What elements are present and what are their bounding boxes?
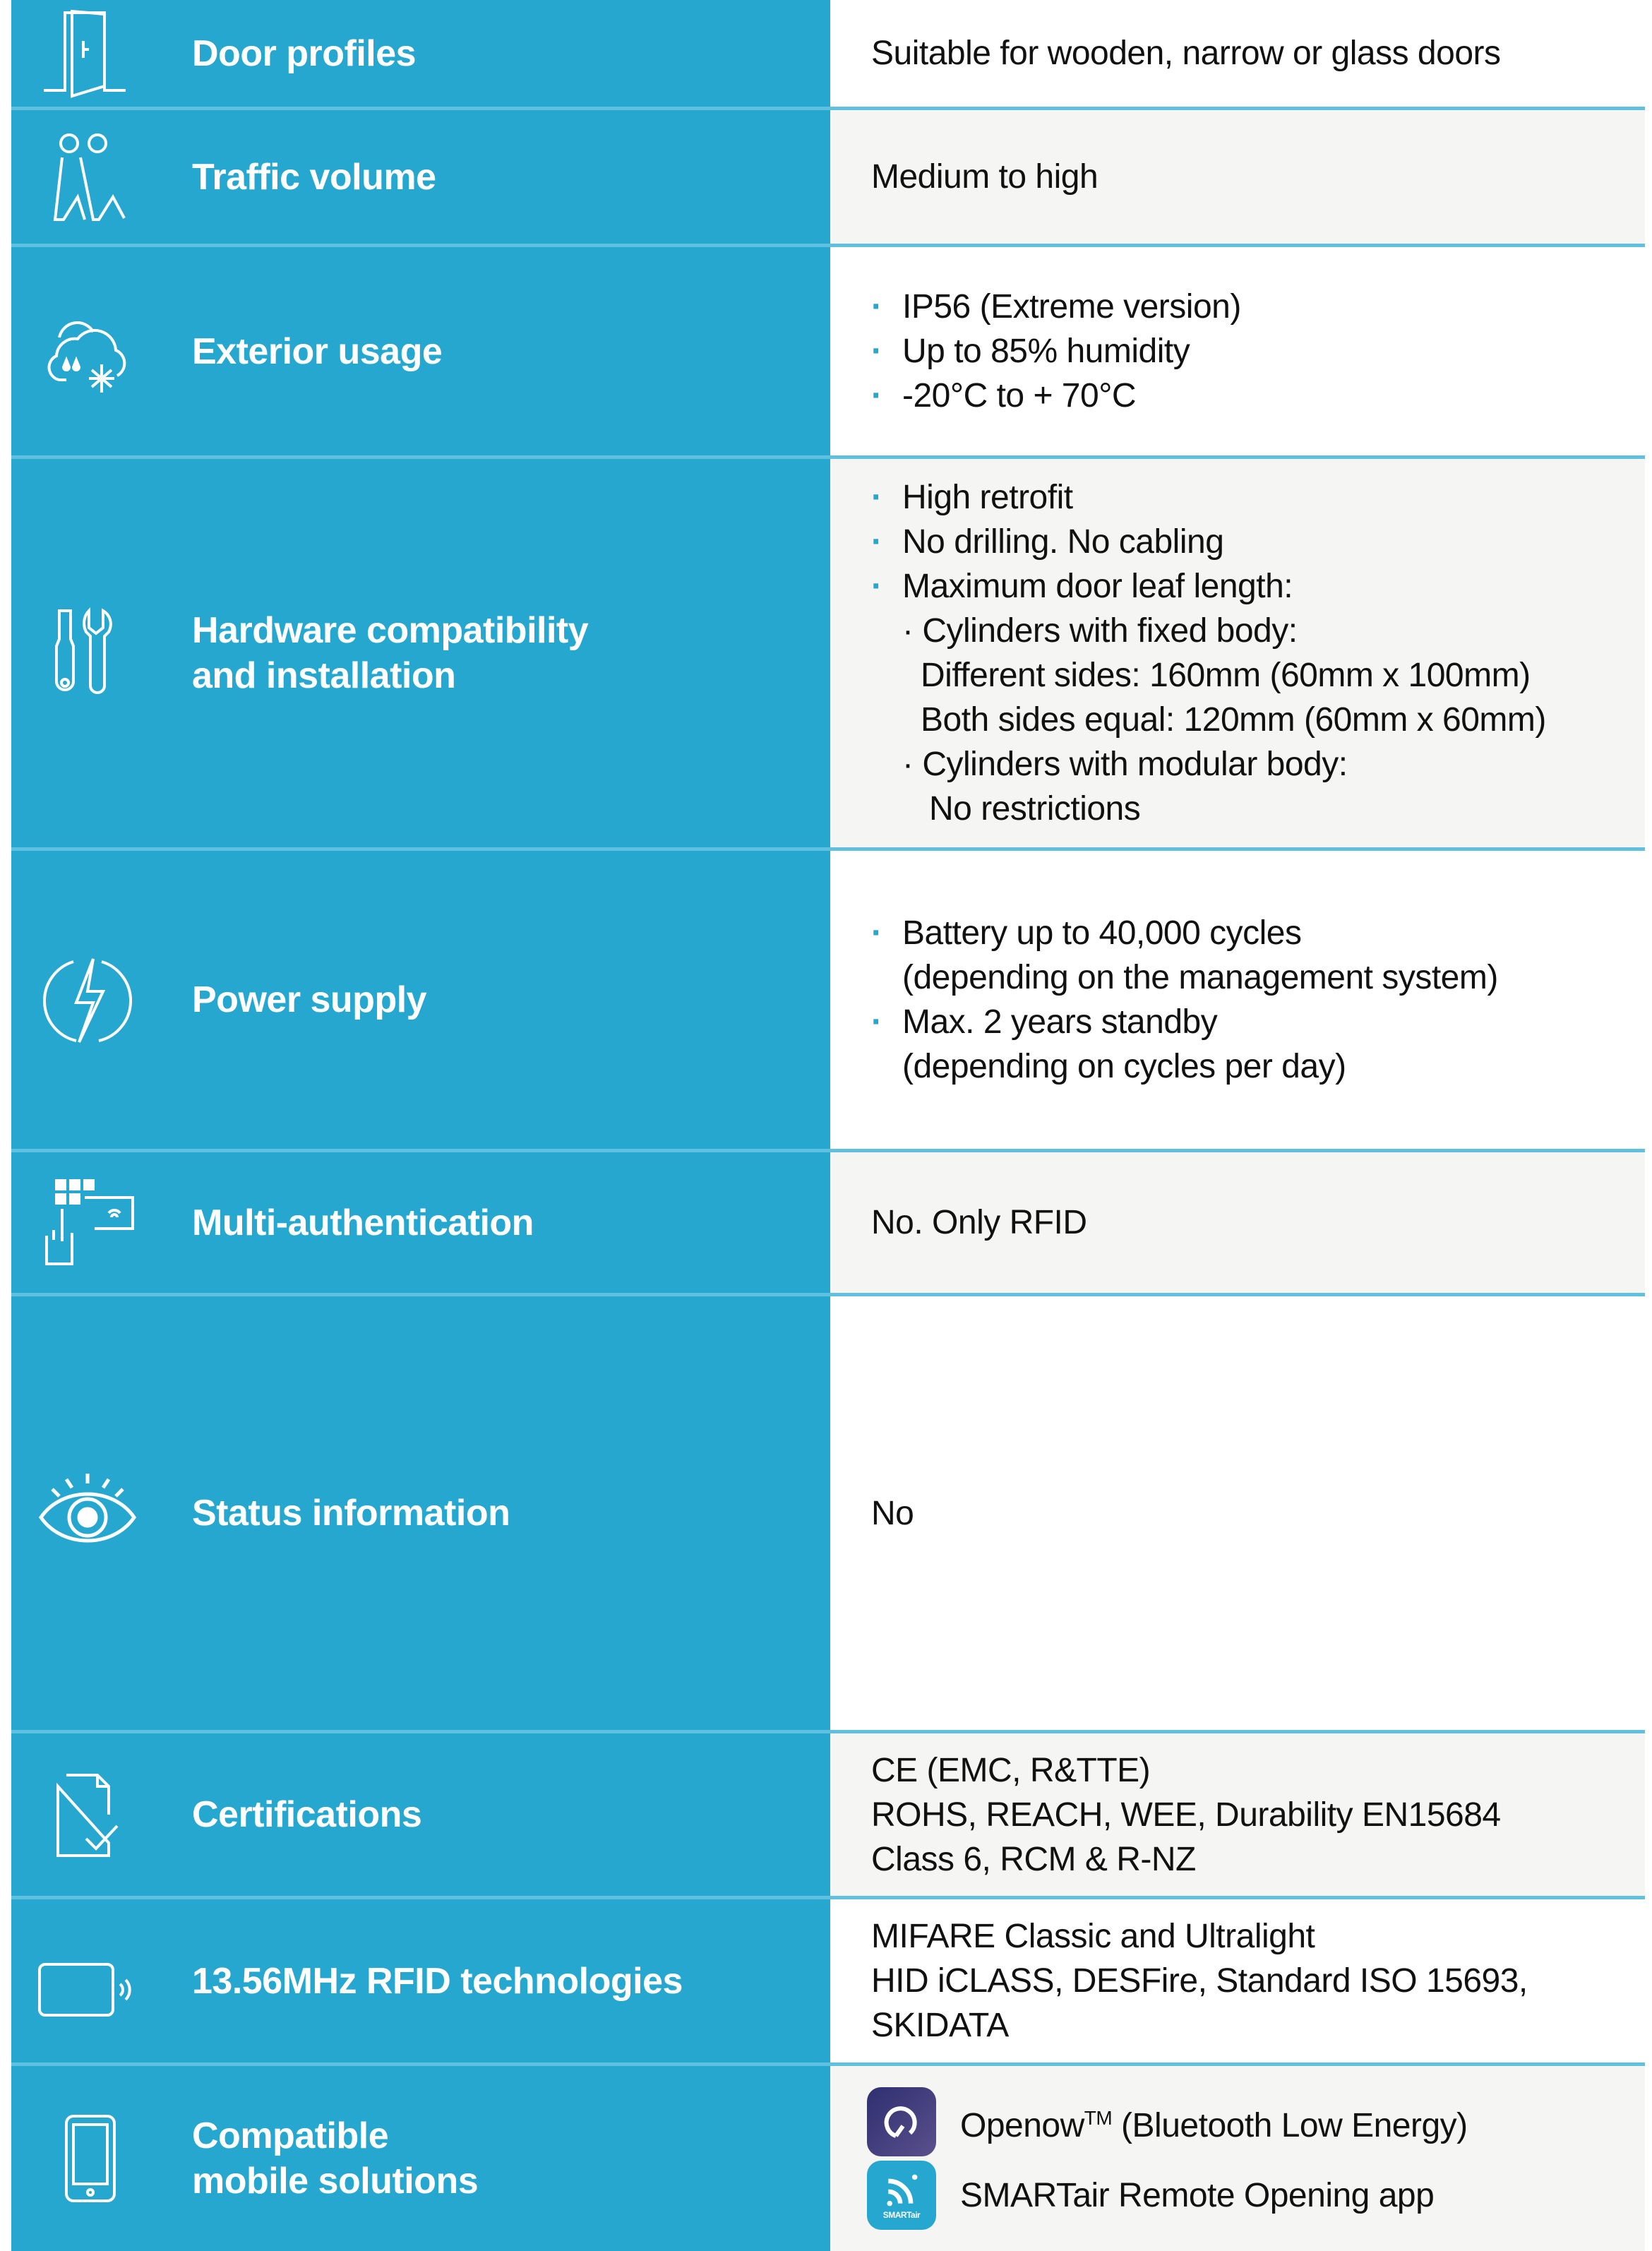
list-item: (depending on cycles per day) [902,1048,1346,1085]
weather-icon [38,302,137,401]
eye-icon [38,1464,137,1563]
list-item: (depending on the management system) [902,959,1498,996]
list-item: · No drilling. No cabling [871,520,1546,564]
app-openow: Openow™ (Bluetooth Low Energy) [867,2087,1468,2156]
list-item: · High retrofit [871,475,1546,520]
spec-table [11,0,1645,2251]
row-certifications [11,1733,1645,1899]
row-value: Medium to high [871,158,1099,196]
power-icon [38,950,137,1049]
row-label: Exterior usage [192,330,443,372]
keypad-card-icon [38,1174,137,1272]
door-icon [38,4,137,103]
row-mobile-solutions [11,2066,1645,2251]
openow-logo-icon [867,2087,936,2156]
list-item: · Maximum door leaf length: [871,564,1546,609]
row-label: Multi-authentication [192,1202,534,1243]
row-label: Compatible mobile solutions [192,2115,479,2202]
list-item: · Cylinders with modular body: [902,746,1348,783]
row-label: Traffic volume [192,156,436,198]
people-walking-icon [38,128,137,227]
list-item: No restrictions [929,790,1141,828]
row-label: 13.56MHz RFID technologies [192,1960,683,2002]
tools-icon [38,604,137,703]
rfid-card-icon [38,1932,137,2031]
row-hardware-compatibility [11,459,1645,851]
row-traffic-volume [11,110,1645,247]
row-power-supply [11,851,1645,1152]
value-lines: CE (EMC, R&TTE) ROHS, REACH, WEE, Durability EN15684 Class 6, RCM & R-NZ [871,1751,1501,1878]
bullet-list [871,475,1546,831]
list-item: Both sides equal: 120mm (60mm x 60mm) [921,701,1546,739]
row-value: Suitable for wooden, narrow or glass doors [871,35,1501,72]
list-item: · Cylinders with fixed body: [902,612,1298,650]
bullet-list [871,911,1498,1089]
value-lines: MIFARE Classic and Ultralight HID iCLASS, DESFire, Standard ISO 15693, SKIDATA [871,1918,1528,2044]
list-item: · Up to 85% humidity [871,329,1241,374]
smartair-logo-icon: SMARTair [867,2161,936,2230]
row-label: Hardware compatibility and installation [192,610,589,696]
row-multi-authentication [11,1152,1645,1296]
row-label: Door profiles [192,32,417,74]
list-item: · -20°C to + 70°C [871,374,1241,418]
certificate-icon [38,1765,137,1864]
row-door-profiles [11,0,1645,110]
smartphone-icon [38,2109,137,2208]
row-rfid-technologies [11,1899,1645,2066]
list-item: · Max. 2 years standby [871,1000,1498,1044]
bullet-list [871,285,1241,418]
row-value: No [871,1494,914,1532]
list-item: · IP56 (Extreme version) [871,285,1241,329]
row-exterior-usage [11,247,1645,459]
list-item: · Battery up to 40,000 cycles [871,911,1498,955]
row-status-information [11,1296,1645,1733]
row-label: Power supply [192,979,427,1020]
list-item: Different sides: 160mm (60mm x 100mm) [921,657,1531,694]
row-label: Certifications [192,1794,422,1835]
app-smartair: SMARTair SMARTair Remote Opening app [867,2161,1468,2230]
row-label: Status information [192,1493,510,1534]
row-value: No. Only RFID [871,1204,1087,1241]
